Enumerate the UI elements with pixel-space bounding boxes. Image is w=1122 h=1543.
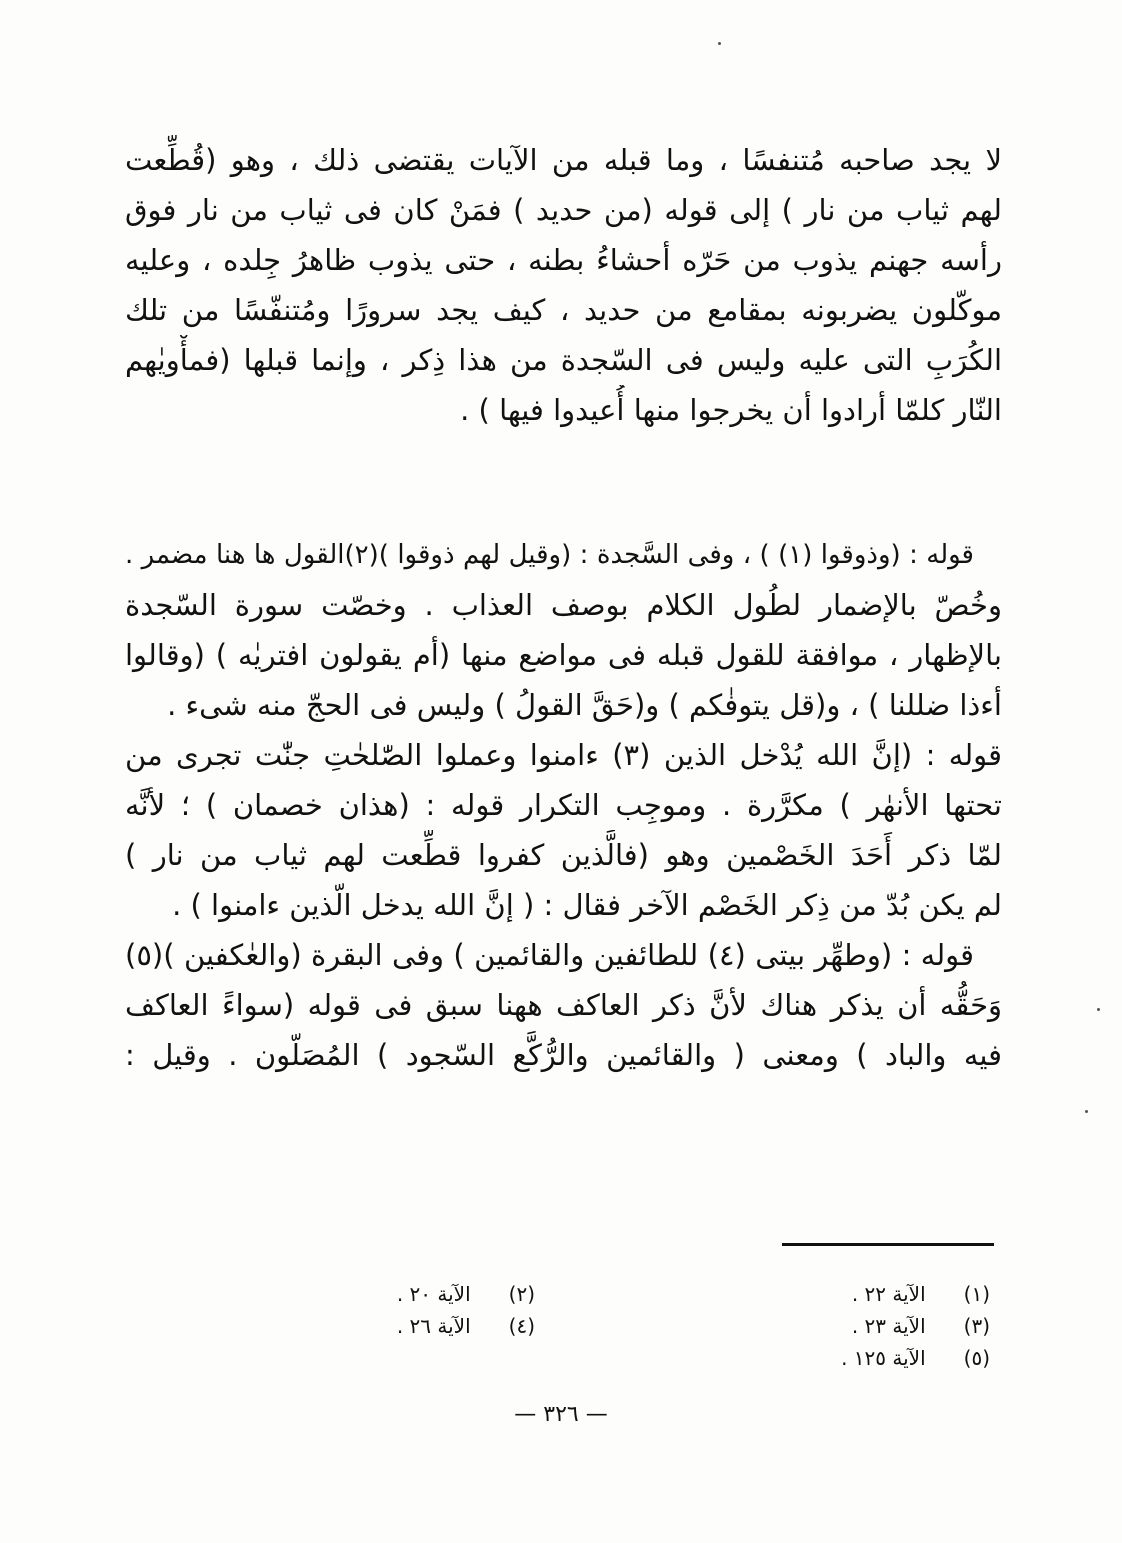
footnote-number: (٢) <box>508 1282 535 1306</box>
main-text <box>125 135 1002 435</box>
footnote-separator <box>782 1243 994 1246</box>
footnote-text: الآية ٢٢ . <box>851 1282 926 1306</box>
text-line: قوله : (وطهِّر بيتى (٤) للطائفين والقائمين ) وفى البقرة (والعٰكفين )(٥) <box>125 938 974 972</box>
text-line: فيه والباد ) ومعنى ( والقائمين والرُّكَّع السّجود ) المُصَلّون . وقيل : <box>125 1038 1002 1072</box>
text-line: الكُرَبِ التى عليه وليس فى السّجدة من هذا ذِكر ، وإنما قبلها (فمأْويٰهم <box>125 343 1002 377</box>
footnote-item <box>852 1310 990 1342</box>
footnote-text: الآية ٢٣ . <box>851 1314 926 1338</box>
text-line: النّار كلمّا أرادوا أن يخرجوا منها أُعيدوا فيها ) . <box>460 393 1002 427</box>
footnote-text: الآية ١٢٥ . <box>841 1346 926 1370</box>
footnote-item <box>841 1342 990 1374</box>
text-line: لا يجد صاحبه مُتنفسًا ، وما قبله من الآيات يقتضى ذلك ، وهو (قُطِّعت <box>125 143 1002 177</box>
scan-speck <box>1085 1110 1088 1113</box>
footnote-item <box>397 1310 535 1342</box>
text-line: رأسه جهنم يذوب من حَرّه أحشاءُ بطنه ، حتى يذوب ظاهرُ جِلده ، وعليه <box>125 243 1002 277</box>
scan-speck <box>718 42 721 45</box>
footnotes <box>330 1278 990 1374</box>
text-line: بالإظهار ، موافقة للقول قبله فى مواضع منها (أم يقولون افتريٰه ) (وقالوا <box>125 638 1002 672</box>
scan-speck <box>1097 1008 1100 1011</box>
text-line: لهم ثياب من نار ) إلى قوله (من حديد ) فمَنْ كان فى ثياب من نار فوق <box>125 193 1002 227</box>
text-line: قوله : (وذوقوا (١) ) ، وفى السَّجدة : (وقيل لهم ذوقوا )(٢)القول ها هنا مضمر . <box>125 540 974 570</box>
main-text-continued <box>125 530 1002 1080</box>
text-line: موكّلون يضربونه بمقامع من حديد ، كيف يجد سرورًا ومُتنفّسًا من تلك <box>125 293 1002 327</box>
footnote-number: (٣) <box>963 1314 990 1338</box>
text-line: أءذا ضللنا ) ، و(قل يتوفٰكم ) و(حَقَّ القولُ ) وليس فى الحجّ منه شىء . <box>167 688 1002 722</box>
text-line: وَحَقُّه أن يذكر هناك لأنَّ ذكر العاكف ههنا سبق فى قوله (سواءً العاكف <box>125 988 1002 1022</box>
footnote-number: (٥) <box>963 1346 990 1370</box>
text-line: وخُصّ بالإضمار لطُول الكلام بوصف العذاب . وخصّت سورة السّجدة <box>125 588 1002 622</box>
footnote-row <box>330 1342 990 1374</box>
footnote-row <box>330 1310 990 1342</box>
page-number: — ٣٢٦ — <box>514 1402 608 1427</box>
footnote-row <box>330 1278 990 1310</box>
footnote-number: (٤) <box>508 1314 535 1338</box>
footnote-number: (١) <box>963 1282 990 1306</box>
footnote-text: الآية ٢٦ . <box>396 1314 471 1338</box>
text-line: لمّا ذكر أَحَدَ الخَصْمين وهو (فالَّذين كفروا قطِّعت لهم ثياب من نار ) <box>125 838 1002 872</box>
footnote-item <box>852 1278 990 1310</box>
text-line: قوله : (إنَّ الله يُدْخل الذين (٣) ءامنوا وعملوا الصّٰلحٰتِ جنّٰت تجرى من <box>125 738 1002 772</box>
footnote-item <box>397 1278 535 1310</box>
text-line: تحتها الأنهٰر ) مكرَّرة . وموجِب التكرار قوله : (هذان خصمان ) ؛ لأنَّه <box>125 788 1002 822</box>
text-line: لم يكن بُدّ من ذِكر الخَصْم الآخر فقال : ( إنَّ الله يدخل الّذين ءامنوا ) . <box>172 888 1002 922</box>
footnote-text: الآية ٢٠ . <box>396 1282 471 1306</box>
